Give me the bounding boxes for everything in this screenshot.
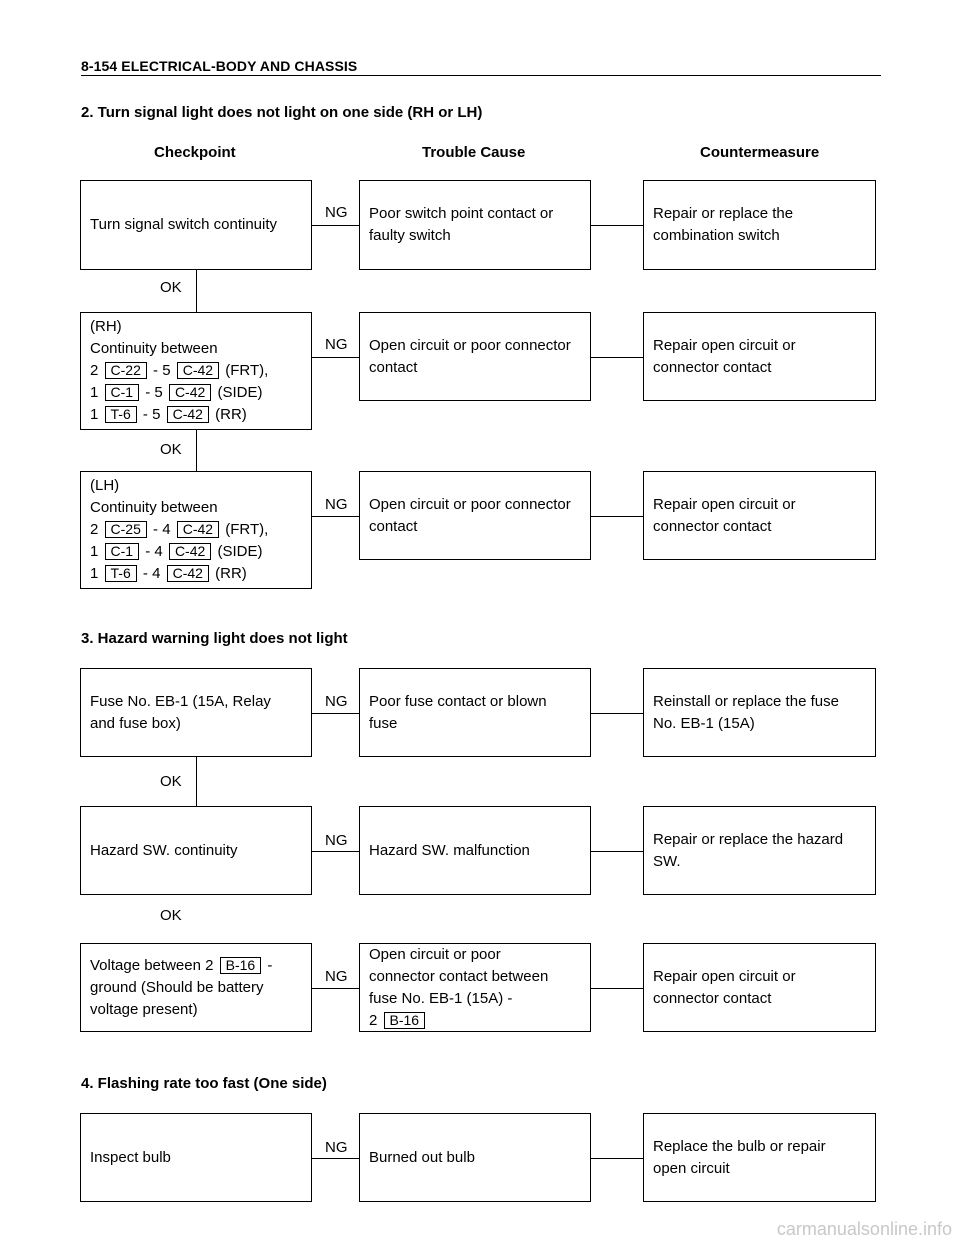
ng-connector — [312, 851, 359, 852]
checkpoint-box — [80, 471, 312, 589]
continuity-line — [90, 382, 302, 404]
section-4-title: 4. Flashing rate too fast (One side) — [81, 1075, 327, 1092]
cause-text: connector contact between — [369, 967, 549, 985]
cause-box — [359, 180, 591, 270]
cause-text: fuse No. EB-1 (15A) - — [369, 989, 513, 1007]
ok-label: OK — [160, 279, 182, 296]
checkpoint-text: Voltage between 2 — [90, 956, 214, 974]
checkpoint-box — [80, 806, 312, 895]
ok-connector — [196, 757, 197, 806]
checkpoint-box — [80, 312, 312, 430]
connector-tag: C-1 — [105, 384, 140, 401]
pin-number: 2 — [90, 362, 99, 379]
ok-label: OK — [160, 907, 182, 924]
cause-box — [359, 1113, 591, 1202]
connector-tag: C-22 — [105, 362, 147, 379]
cause-to-fix-connector — [591, 225, 643, 226]
ok-connector — [196, 430, 197, 471]
countermeasure-text: open circuit — [653, 1159, 730, 1177]
countermeasure-text: combination switch — [653, 227, 780, 244]
cause-box — [359, 312, 591, 401]
watermark-text: carmanualsonline.info — [776, 1219, 952, 1239]
checkpoint-text: Hazard SW. continuity — [90, 841, 238, 859]
connector-tag: C-42 — [167, 406, 209, 423]
cause-to-fix-connector — [591, 713, 643, 714]
connector-tag: B-16 — [220, 957, 262, 974]
countermeasure-box — [643, 1113, 876, 1202]
checkpoint-text: Continuity between — [90, 499, 218, 516]
cause-text: Open circuit or poor — [369, 945, 501, 963]
countermeasure-box — [643, 180, 876, 270]
countermeasure-text: Repair open circuit or — [653, 336, 796, 354]
cause-text: Poor fuse contact or blown — [369, 692, 547, 710]
continuity-line — [90, 519, 302, 541]
checkpoint-text: - — [267, 956, 273, 974]
checkpoint-text: and fuse box) — [90, 714, 181, 732]
pin-number: - 4 — [153, 521, 171, 538]
cause-text: Open circuit or poor connector — [369, 336, 571, 354]
page-header: 8-154 ELECTRICAL-BODY AND CHASSIS — [81, 58, 358, 74]
pin-number: - 4 — [142, 565, 161, 582]
connector-tag: C-25 — [105, 521, 147, 538]
checkpoint-text: (RH) — [90, 318, 122, 335]
connector-tag: C-42 — [167, 565, 209, 582]
pin-number: 1 — [90, 565, 99, 582]
cause-to-fix-connector — [591, 1158, 643, 1159]
cause-text: Open circuit or poor connector — [369, 495, 571, 513]
checkpoint-text: ground (Should be battery — [90, 978, 264, 996]
cause-text: Burned out bulb — [369, 1148, 475, 1166]
connector-tag: C-42 — [169, 384, 211, 401]
cause-to-fix-connector — [591, 516, 643, 517]
ng-connector — [312, 516, 359, 517]
location-suffix: (RR) — [215, 406, 247, 423]
cause-to-fix-connector — [591, 851, 643, 852]
pin-number: - 5 — [142, 406, 161, 423]
pin-number: - 5 — [145, 384, 163, 401]
pin-number: 2 — [369, 1011, 378, 1029]
cause-box — [359, 668, 591, 757]
checkpoint-box — [80, 668, 312, 757]
countermeasure-box — [643, 471, 876, 560]
ok-connector — [196, 270, 197, 312]
ng-label: NG — [325, 1139, 348, 1156]
checkpoint-text — [90, 955, 302, 977]
countermeasure-text: Repair or replace the hazard — [653, 830, 844, 848]
checkpoint-box — [80, 180, 312, 270]
countermeasure-box — [643, 806, 876, 895]
connector-tag: T-6 — [105, 565, 137, 582]
connector-tag: C-42 — [169, 543, 211, 560]
continuity-line — [90, 404, 302, 426]
ng-connector — [312, 713, 359, 714]
column-countermeasure: Countermeasure — [700, 144, 820, 161]
countermeasure-text: Replace the bulb or repair — [653, 1137, 826, 1155]
location-suffix: (SIDE) — [217, 543, 263, 560]
cause-text: fuse — [369, 714, 398, 732]
cause-box — [359, 471, 591, 560]
ng-label: NG — [325, 968, 348, 985]
cause-text — [369, 1010, 581, 1032]
ng-label: NG — [325, 496, 348, 513]
location-suffix: (RR) — [215, 565, 247, 582]
pin-number: - 4 — [145, 543, 163, 560]
pin-number: 1 — [90, 543, 99, 560]
checkpoint-text: Turn signal switch continuity — [90, 216, 278, 233]
ng-label: NG — [325, 693, 348, 710]
pin-number: 1 — [90, 384, 99, 401]
cause-text: contact — [369, 517, 418, 535]
cause-box — [359, 943, 591, 1032]
cause-to-fix-connector — [591, 357, 643, 358]
cause-text: Poor switch point contact or — [369, 205, 554, 222]
countermeasure-text: Reinstall or replace the fuse — [653, 692, 839, 710]
continuity-line — [90, 541, 302, 563]
countermeasure-text: No. EB-1 (15A) — [653, 714, 755, 732]
ok-label: OK — [160, 441, 182, 458]
countermeasure-box — [643, 312, 876, 401]
continuity-line — [90, 563, 302, 585]
section-3-title: 3. Hazard warning light does not light — [81, 630, 348, 647]
checkpoint-text: Fuse No. EB-1 (15A, Relay — [90, 692, 271, 710]
location-suffix: (SIDE) — [217, 384, 263, 401]
column-checkpoint: Checkpoint — [154, 144, 236, 161]
countermeasure-text: connector contact — [653, 358, 772, 376]
ng-connector — [312, 1158, 359, 1159]
countermeasure-text: SW. — [653, 852, 681, 870]
ng-label: NG — [325, 832, 348, 849]
cause-box — [359, 806, 591, 895]
countermeasure-text: Repair open circuit or — [653, 967, 796, 985]
header-rule — [81, 75, 881, 76]
countermeasure-text: connector contact — [653, 517, 772, 535]
pin-number: - 5 — [153, 362, 171, 379]
connector-tag: T-6 — [105, 406, 137, 423]
countermeasure-text: Repair or replace the — [653, 205, 794, 222]
countermeasure-box — [643, 668, 876, 757]
ok-label: OK — [160, 773, 182, 790]
connector-tag: B-16 — [384, 1012, 426, 1029]
ng-label: NG — [325, 204, 348, 221]
checkpoint-text: (LH) — [90, 477, 120, 494]
connector-tag: C-42 — [177, 362, 219, 379]
countermeasure-text: Repair open circuit or — [653, 495, 796, 513]
checkpoint-text: Inspect bulb — [90, 1148, 171, 1166]
checkpoint-box — [80, 1113, 312, 1202]
checkpoint-box — [80, 943, 312, 1032]
connector-tag: C-42 — [177, 521, 219, 538]
countermeasure-box — [643, 943, 876, 1032]
pin-number: 1 — [90, 406, 99, 423]
column-trouble-cause: Trouble Cause — [422, 144, 526, 161]
checkpoint-text: Continuity between — [90, 340, 218, 357]
connector-tag: C-1 — [105, 543, 140, 560]
checkpoint-text: voltage present) — [90, 1000, 198, 1018]
pin-number: 2 — [90, 521, 99, 538]
cause-to-fix-connector — [591, 988, 643, 989]
location-suffix: (FRT), — [225, 521, 269, 538]
ng-connector — [312, 357, 359, 358]
ng-label: NG — [325, 336, 348, 353]
continuity-line — [90, 360, 302, 382]
cause-text: contact — [369, 358, 418, 376]
section-2-title: 2. Turn signal light does not light on one side (RH or LH) — [81, 104, 483, 121]
countermeasure-text: connector contact — [653, 989, 772, 1007]
cause-text: Hazard SW. malfunction — [369, 841, 530, 859]
location-suffix: (FRT), — [225, 362, 269, 379]
ng-connector — [312, 988, 359, 989]
cause-text: faulty switch — [369, 227, 451, 244]
ng-connector — [312, 225, 359, 226]
